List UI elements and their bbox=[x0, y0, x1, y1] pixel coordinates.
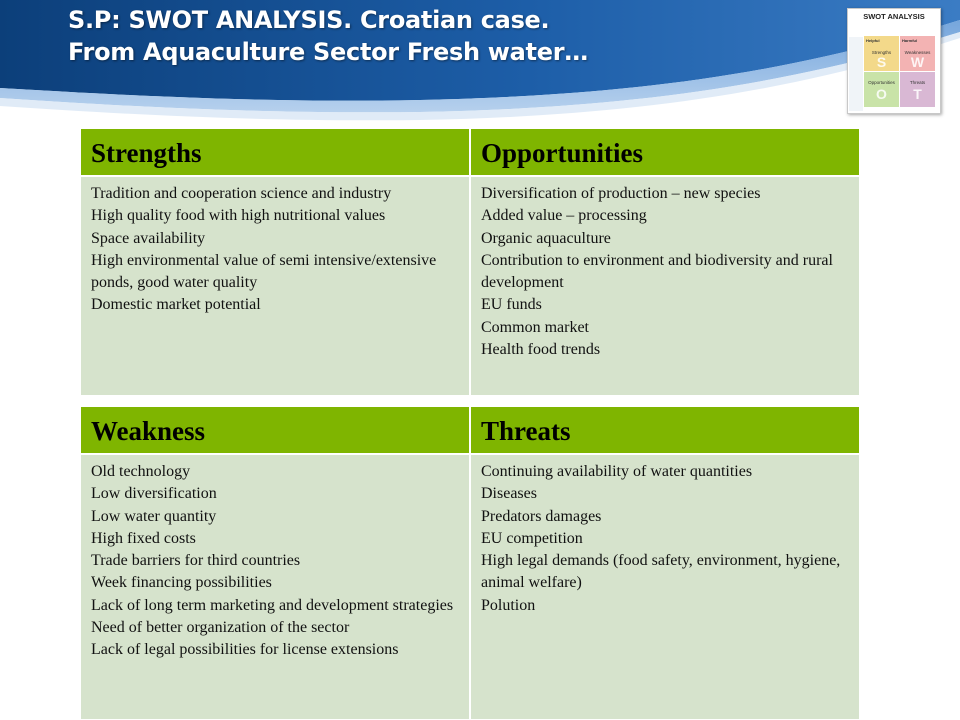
slide-title bbox=[68, 4, 588, 68]
list-item: Diseases bbox=[481, 485, 537, 503]
list-item: Contribution to environment and biodiversity and rural development bbox=[481, 251, 833, 292]
list-item: High environmental value of semi intensive/extensive ponds, good water quality bbox=[91, 251, 437, 292]
list-item: Added value – processing bbox=[481, 207, 647, 225]
list-item: High fixed costs bbox=[91, 529, 196, 547]
thumbnail-letter-s: S bbox=[876, 54, 887, 70]
list-item: Old technology bbox=[91, 463, 191, 480]
strengths-heading: Strengths bbox=[80, 128, 470, 176]
opportunities-list bbox=[470, 176, 860, 396]
strengths-list bbox=[80, 176, 470, 396]
swot-thumbnail-image bbox=[847, 8, 941, 114]
thumbnail-side-labels bbox=[849, 37, 863, 111]
list-item: Domestic market potential bbox=[91, 296, 261, 314]
thumbnail-opportunities-quadrant bbox=[864, 72, 899, 107]
list-item: Continuing availability of water quantities bbox=[481, 463, 753, 480]
list-item: Low water quantity bbox=[91, 507, 217, 525]
list-item: High legal demands (food safety, environment, hygiene, animal welfare) bbox=[481, 552, 841, 592]
list-item: EU funds bbox=[481, 296, 542, 314]
list-item: Organic aquaculture bbox=[481, 229, 611, 247]
list-item: EU competition bbox=[481, 529, 583, 547]
thumbnail-harmful-label: Harmful bbox=[902, 38, 918, 43]
thumbnail-strengths-label: Strengths bbox=[871, 50, 892, 55]
thumbnail-title: SWOT ANALYSIS bbox=[863, 12, 925, 21]
thumbnail-weaknesses-label: Weaknesses bbox=[904, 50, 931, 55]
list-item: High quality food with high nutritional values bbox=[91, 207, 386, 225]
list-item: Space availability bbox=[91, 229, 206, 247]
thumbnail-opportunities-label: Opportunities bbox=[868, 80, 895, 85]
list-item: Common market bbox=[481, 318, 589, 336]
list-item: Trade barriers for third countries bbox=[91, 552, 301, 570]
thumbnail-letter-w: W bbox=[910, 54, 925, 70]
list-item: Health food trends bbox=[481, 341, 601, 359]
opportunities-heading: Opportunities bbox=[470, 128, 860, 176]
thumbnail-strengths-quadrant bbox=[864, 36, 899, 71]
thumbnail-letter-t: T bbox=[913, 86, 922, 102]
slide-title-line-2: From Aquaculture Sector Fresh water… bbox=[68, 38, 588, 66]
thumbnail-threats-label: Threats bbox=[909, 80, 926, 85]
list-item: Diversification of production – new species bbox=[481, 185, 761, 202]
weakness-list bbox=[80, 454, 470, 720]
thumbnail-weaknesses-quadrant bbox=[900, 36, 935, 71]
list-item: Tradition and cooperation science and industry bbox=[91, 185, 392, 202]
threats-list bbox=[470, 454, 860, 720]
list-item: Lack of long term marketing and development strategies bbox=[91, 596, 454, 614]
threats-heading: Threats bbox=[470, 406, 860, 454]
list-item: Predators damages bbox=[481, 507, 602, 525]
list-item: Lack of legal possibilities for license extensions bbox=[91, 641, 399, 659]
list-item: Polution bbox=[481, 596, 536, 614]
thumbnail-helpful-label: Helpful bbox=[866, 38, 880, 43]
thumbnail-threats-quadrant bbox=[900, 72, 935, 107]
thumbnail-letter-o: O bbox=[876, 86, 887, 102]
list-item: Low diversification bbox=[91, 485, 217, 503]
list-item: Need of better organization of the sector bbox=[91, 619, 350, 637]
weakness-heading: Weakness bbox=[80, 406, 470, 454]
slide-title-line-1: S.P: SWOT ANALYSIS. Croatian case. bbox=[68, 6, 550, 34]
list-item: Week financing possibilities bbox=[91, 574, 272, 592]
